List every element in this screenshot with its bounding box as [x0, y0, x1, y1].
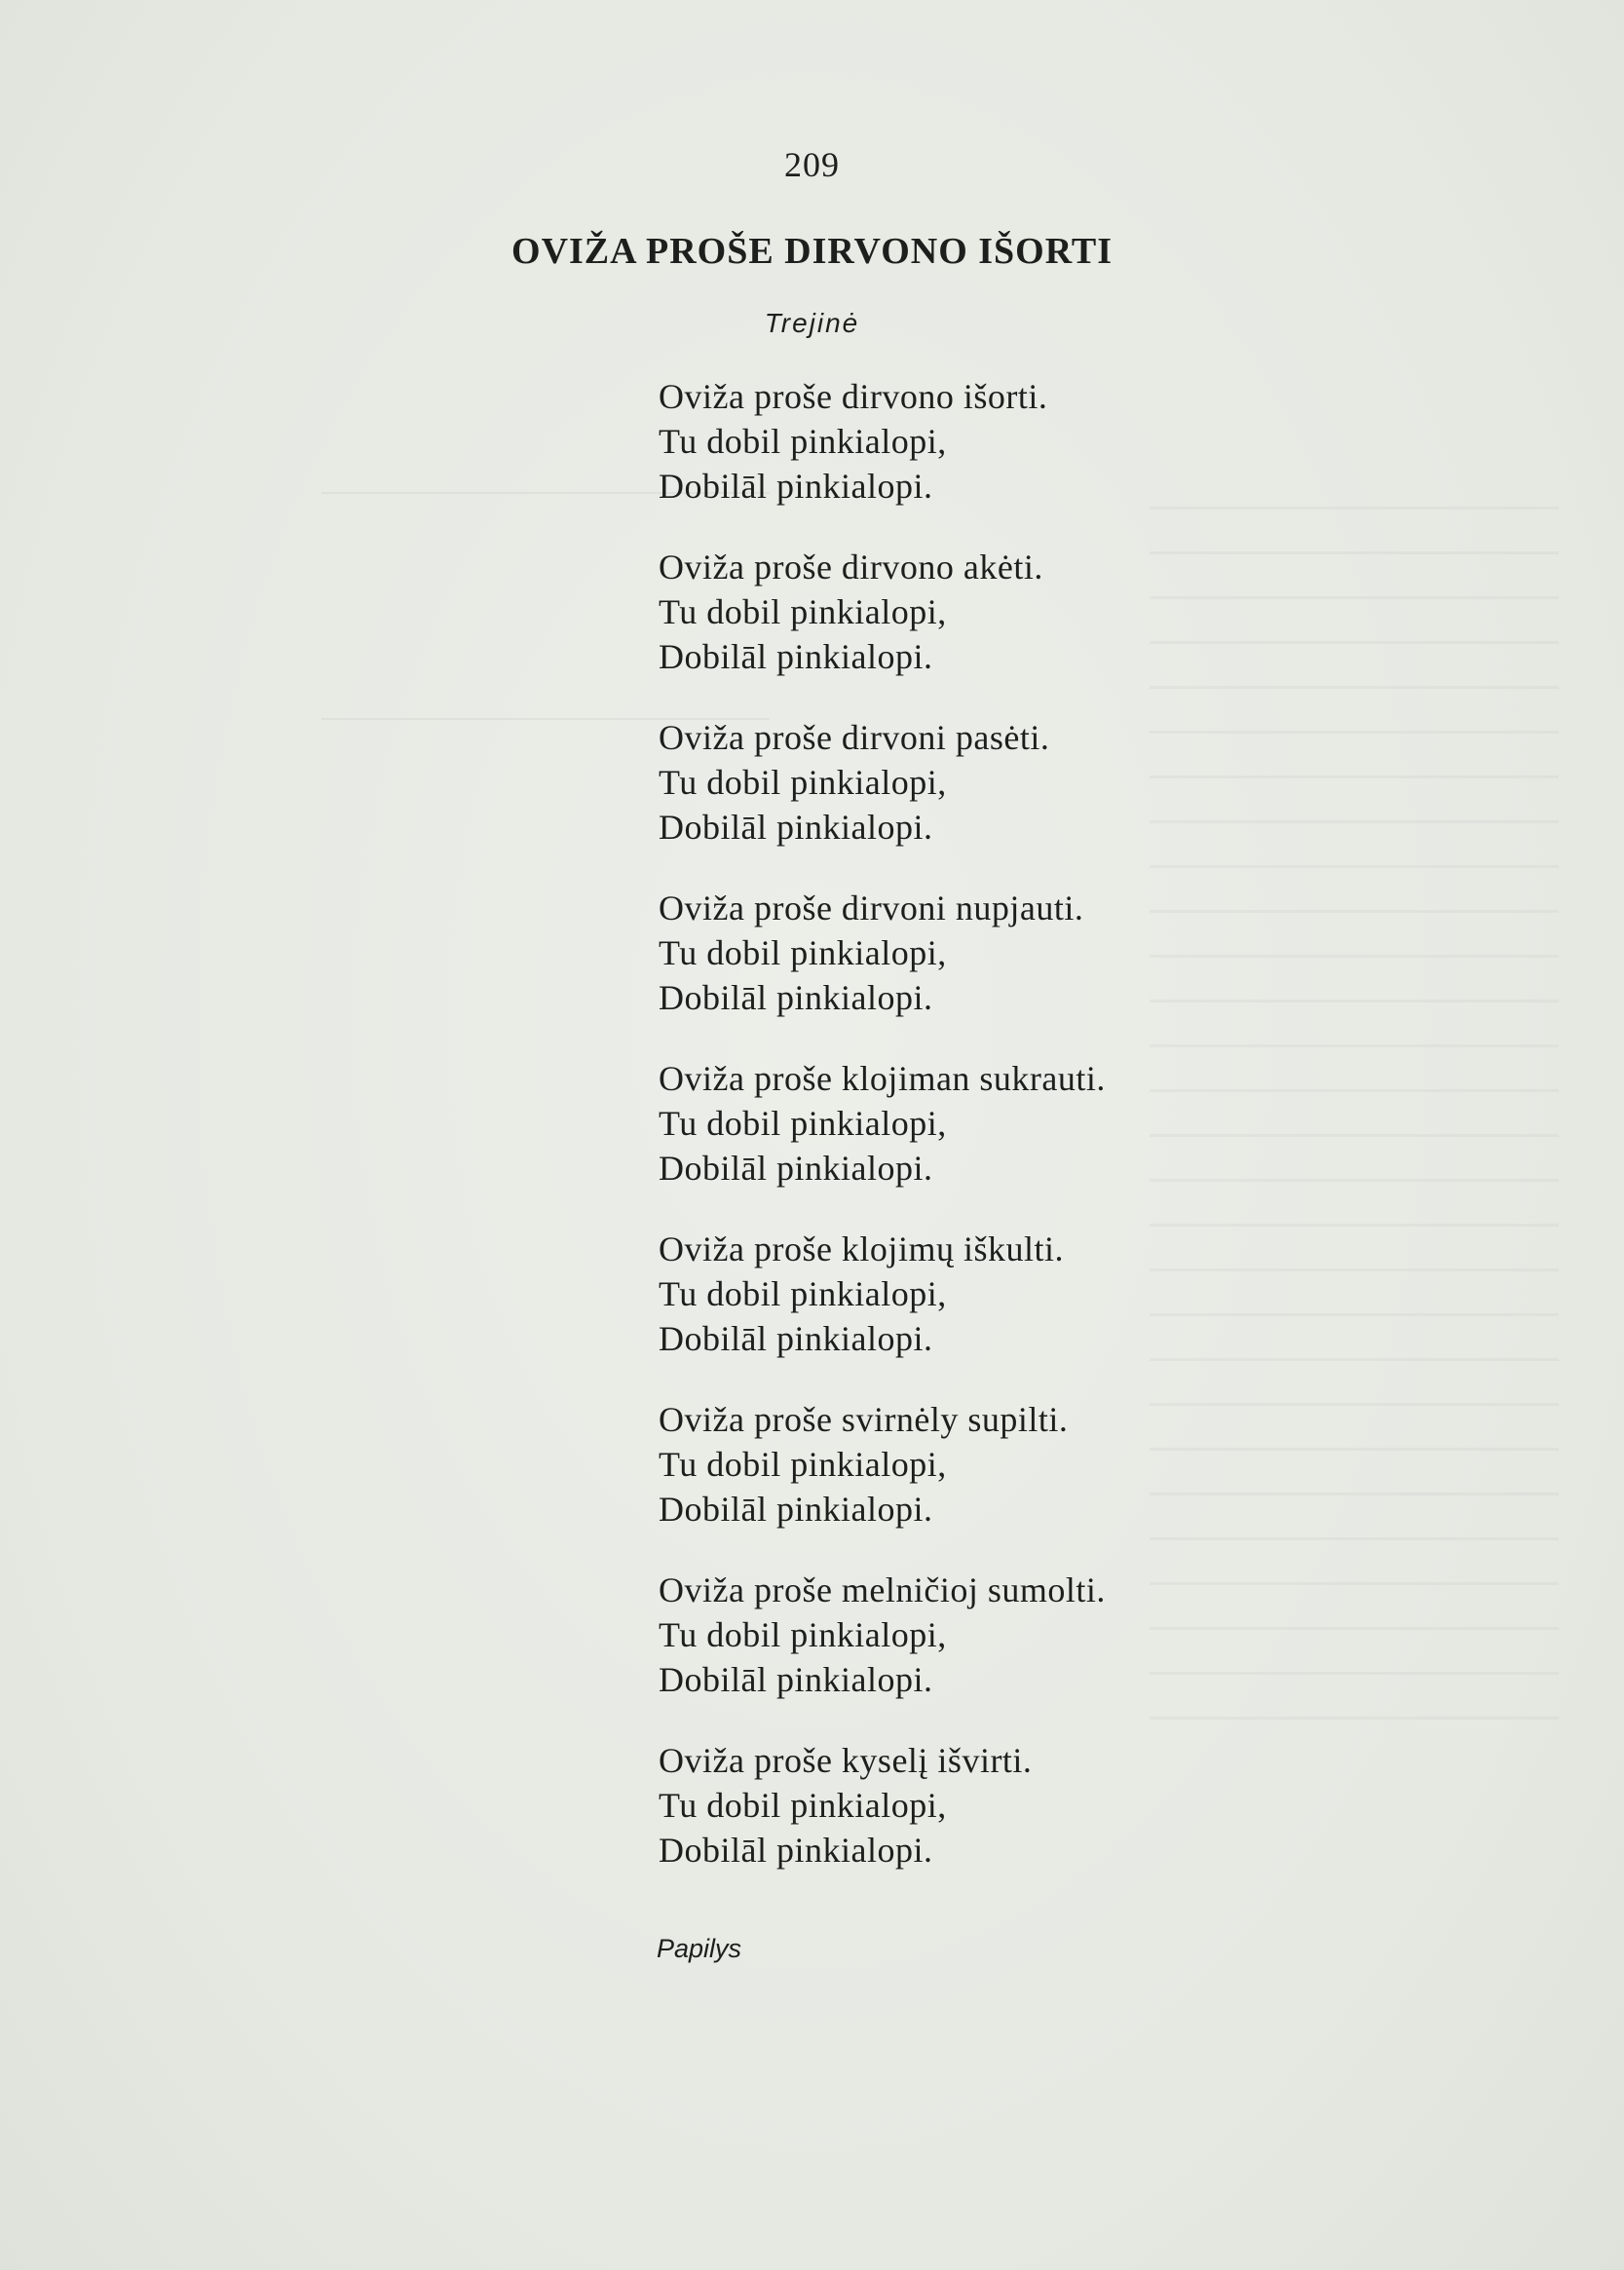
verse-line: Oviža proše dirvoni pasėti. — [659, 718, 1050, 757]
verse-line: Oviža proše melničioj sumolti. — [659, 1570, 1106, 1609]
verse-line: Oviža proše klojiman sukrauti. — [659, 1059, 1106, 1098]
stanza — [659, 1056, 1341, 1191]
verse-line: Dobilāl pinkialopi. — [659, 1149, 933, 1188]
verse-line: Tu dobil pinkialopi, — [659, 1104, 947, 1143]
verse-line: Dobilāl pinkialopi. — [659, 467, 933, 506]
source-location: Papilys — [657, 1934, 742, 1963]
stanza — [659, 1397, 1341, 1532]
stanza — [659, 715, 1341, 850]
poem-subtitle: Trejinė — [764, 308, 860, 338]
verse-line: Dobilāl pinkialopi. — [659, 808, 933, 847]
verse-line: Tu dobil pinkialopi, — [659, 1274, 947, 1313]
verse-line: Tu dobil pinkialopi, — [659, 763, 947, 802]
verse-line: Dobilāl pinkialopi. — [659, 978, 933, 1017]
verse-line: Oviža proše kyselį išvirti. — [659, 1741, 1033, 1780]
verse-line: Tu dobil pinkialopi, — [659, 1445, 947, 1484]
verse-line: Oviža proše dirvono akėti. — [659, 548, 1043, 586]
poem-body — [659, 374, 1341, 1909]
stanza — [659, 886, 1341, 1020]
stanza — [659, 1227, 1341, 1361]
poem-title: OVIŽA PROŠE DIRVONO IŠORTI — [511, 231, 1113, 272]
verse-line: Tu dobil pinkialopi, — [659, 1786, 947, 1825]
verse-line: Tu dobil pinkialopi, — [659, 1615, 947, 1654]
verse-line: Dobilāl pinkialopi. — [659, 1660, 933, 1699]
stanza — [659, 1568, 1341, 1702]
verse-line: Dobilāl pinkialopi. — [659, 1490, 933, 1529]
verse-line: Dobilāl pinkialopi. — [659, 637, 933, 676]
stanza — [659, 545, 1341, 679]
verse-line: Tu dobil pinkialopi, — [659, 422, 947, 461]
verse-line: Dobilāl pinkialopi. — [659, 1319, 933, 1358]
verse-line: Tu dobil pinkialopi, — [659, 933, 947, 972]
stanza — [659, 1738, 1341, 1873]
verse-line: Dobilāl pinkialopi. — [659, 1831, 933, 1870]
verse-line: Oviža proše klojimų iškulti. — [659, 1230, 1064, 1268]
verse-line: Tu dobil pinkialopi, — [659, 592, 947, 631]
verse-line: Oviža proše svirnėly supilti. — [659, 1400, 1069, 1439]
verse-line: Oviža proše dirvoni nupjauti. — [659, 889, 1084, 927]
stanza — [659, 374, 1341, 509]
verse-line: Oviža proše dirvono išorti. — [659, 377, 1048, 416]
page-number: 209 — [784, 145, 840, 184]
